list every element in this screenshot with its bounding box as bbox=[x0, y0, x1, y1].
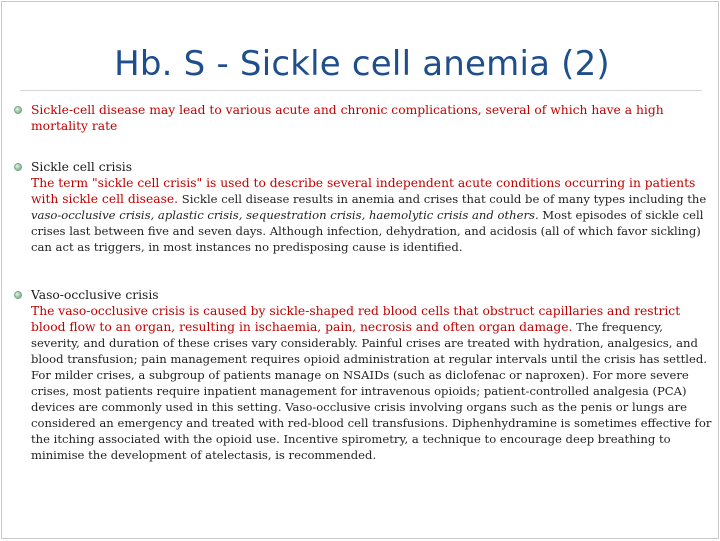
bullet-complications bbox=[14, 102, 714, 134]
bullet-vaso-occlusive-crisis bbox=[14, 287, 714, 463]
bullet-icon bbox=[14, 106, 22, 114]
bullet-icon bbox=[14, 291, 22, 299]
bullet-sickle-cell-crisis bbox=[14, 159, 714, 255]
crisis-types: vaso-occlusive crisis, aplastic crisis, sequestration crisis, haemolytic crisis and others bbox=[31, 208, 535, 222]
bullet-heading: Sickle cell crisis bbox=[31, 160, 133, 174]
bullet-paragraph bbox=[31, 175, 714, 255]
bullet-paragraph bbox=[31, 303, 714, 463]
body-text-b: . Most episodes of sickle cell crises last between five and seven days. Although infection, dehydration, and acidosis (all of which favor sickling) can act as triggers, in most instances no predisposing cause is identified. bbox=[31, 208, 704, 254]
slide-title: Hb. S - Sickle cell anemia (2) bbox=[114, 44, 610, 84]
red-intro: The vaso-occlusive crisis is caused by sickle-shaped red blood cells that obstruct capillaries and restrict blood flow to an organ, resulting in ischaemia, pain, necrosis and often organ damage. bbox=[31, 304, 681, 334]
title-divider bbox=[20, 90, 702, 91]
body-text: The frequency, severity, and duration of these crises vary considerably. Painful crises are treated with hydration, analgesics, and blood transfusion; pain management requires opioid administration at regular intervals until the crisis has settled. For milder crises, a subgroup of patients manage on NSAIDs (such as diclofenac or naproxen). For more severe crises, most patients require inpatient management for intravenous opioids; patient-controlled analgesia (PCA) devices are commonly used in this setting. Vaso-occlusive crisis involving organs such as the penis or lungs are considered an emergency and treated with red-blood cell transfusions. Diphenhydramine is sometimes effective for the itching associated with the opioid use. Incentive spirometry, a technique to encourage deep breathing to minimise the development of atelectasis, is recommended. bbox=[31, 320, 712, 462]
bullet-icon bbox=[14, 163, 22, 171]
slide bbox=[1, 1, 719, 539]
bullet-text: Sickle-cell disease may lead to various acute and chronic complications, several of which have a high mortality rate bbox=[31, 103, 664, 133]
bullet-content bbox=[31, 287, 714, 463]
red-intro: The term "sickle cell crisis" is used to describe several independent acute conditions occurring in patients with sickle cell disease. bbox=[31, 176, 696, 206]
bullet-content bbox=[31, 159, 714, 255]
body-text-a: Sickle cell disease results in anemia and crises that could be of many types including the bbox=[178, 192, 707, 206]
bullet-heading: Vaso-occlusive crisis bbox=[31, 288, 159, 302]
